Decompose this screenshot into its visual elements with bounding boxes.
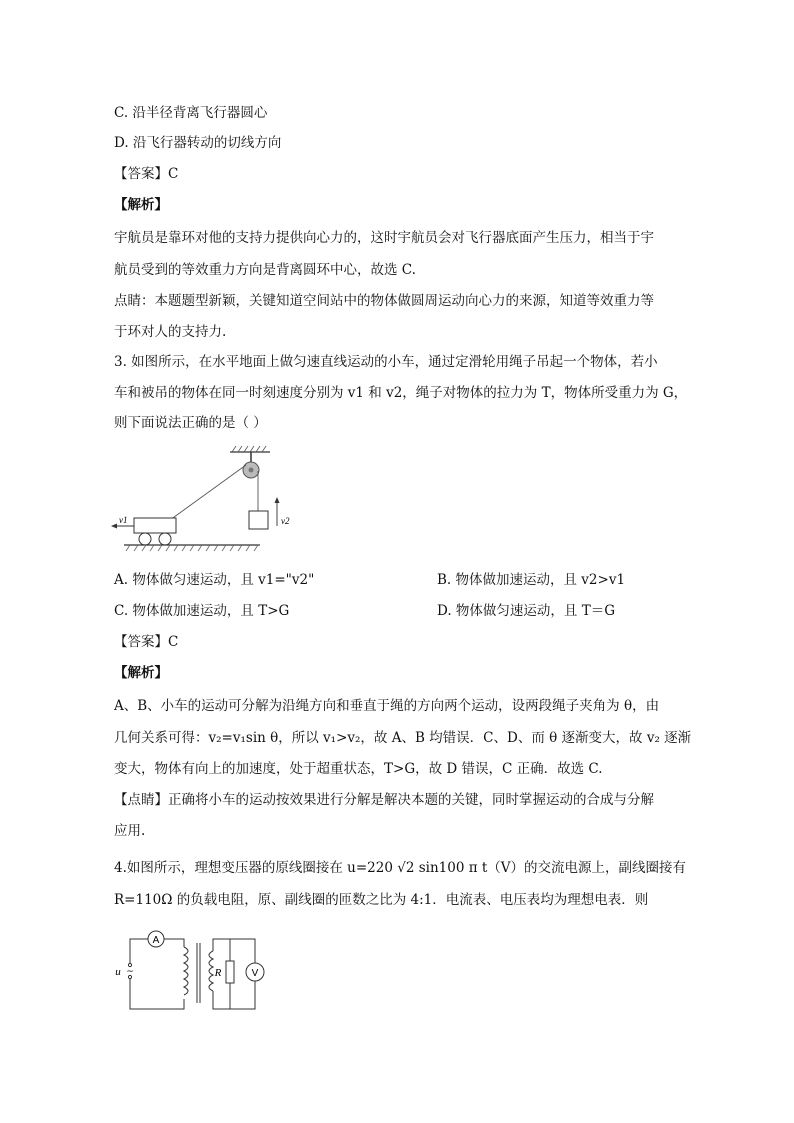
q3-figure-cart-pulley [110,444,290,556]
q3-stem-line2: 车和被吊的物体在同一时刻速度分别为 v1 和 v2，绳子对物体的拉力为 T，物体所受重力为 G， [114,385,688,401]
q3-option-d: D. 物体做匀速运动，且 T＝G [437,603,616,619]
q3-stem-line1: 3. 如图所示，在水平地面上做匀速直线运动的小车，通过定滑轮用绳子吊起一个物体，若小 [114,354,658,370]
q2-analysis-title: 【解析】 [114,197,168,213]
q3-option-c: C. 物体做加速运动，且 T>G [114,603,290,619]
q2-comment-line2: 于环对人的支持力. [114,324,227,340]
q3-analysis-line2: 几何关系可得：v₂=v₁sin θ，所以 v₁>v₂，故 A、B 均错误．C、D、而 θ 逐渐变大，故 v₂ 逐渐 [114,730,692,746]
q4-stem-line1: 4.如图所示，理想变压器的原线圈接在 u=220 √2 sin100 π t（V）的交流电源上，副线圈接有 [114,860,687,876]
q2-option-d: D. 沿飞行器转动的切线方向 [114,135,282,151]
q2-answer: 【答案】C [114,166,179,182]
q3-stem-line3: 则下面说法正确的是（ ） [114,415,267,431]
source-label: u [115,966,121,978]
q3-answer: 【答案】C [114,634,179,650]
q2-analysis-line1: 宇航员是靠环对他的支持力提供向心力的，这时宇航员会对飞行器底面产生压力，相当于宇 [114,230,654,246]
cart [134,518,176,533]
v1-label: v1 [119,515,128,525]
q3-analysis-line3: 变大，物体有向上的加速度，处于超重状态，T>G，故 D 错误，C 正确．故选 C. [114,761,603,777]
q2-option-c: C. 沿半径背离飞行器圆心 [114,105,268,121]
resistor [226,961,234,983]
q4-stem-line2: R=110Ω 的负载电阻，原、副线圈的匝数之比为 4:1．电流表、电压表均为理想电表．则 [114,892,649,908]
q3-option-b: B. 物体做加速运动，且 v2>v1 [437,572,626,588]
q3-analysis-title: 【解析】 [114,665,168,681]
v2-label: v2 [281,516,290,526]
voltmeter-label: V [251,968,259,979]
q4-figure-transformer-circuit [112,925,272,1015]
resistor-label: R [214,967,222,979]
ammeter-label: A [152,935,160,946]
q3-analysis-line1: A、B、小车的运动可分解为沿绳方向和垂直于绳的方向两个运动，设两段绳子夹角为 θ，由 [114,698,660,714]
hanging-block [249,511,268,529]
ac-source-icon: ~ [126,967,134,977]
q2-analysis-line2: 航员受到的等效重力方向是背离圆环中心，故选 C. [114,262,416,278]
q3-option-a: A. 物体做匀速运动，且 v1="v2" [114,572,315,588]
q2-comment-line1: 点睛：本题题型新颖，关键知道空间站中的物体做圆周运动向心力的来源，知道等效重力等 [114,293,654,309]
q3-comment-line1: 【点睛】正确将小车的运动按效果进行分解是解决本题的关键，同时掌握运动的合成与分解 [114,792,654,808]
q3-comment-line2: 应用. [114,823,146,839]
